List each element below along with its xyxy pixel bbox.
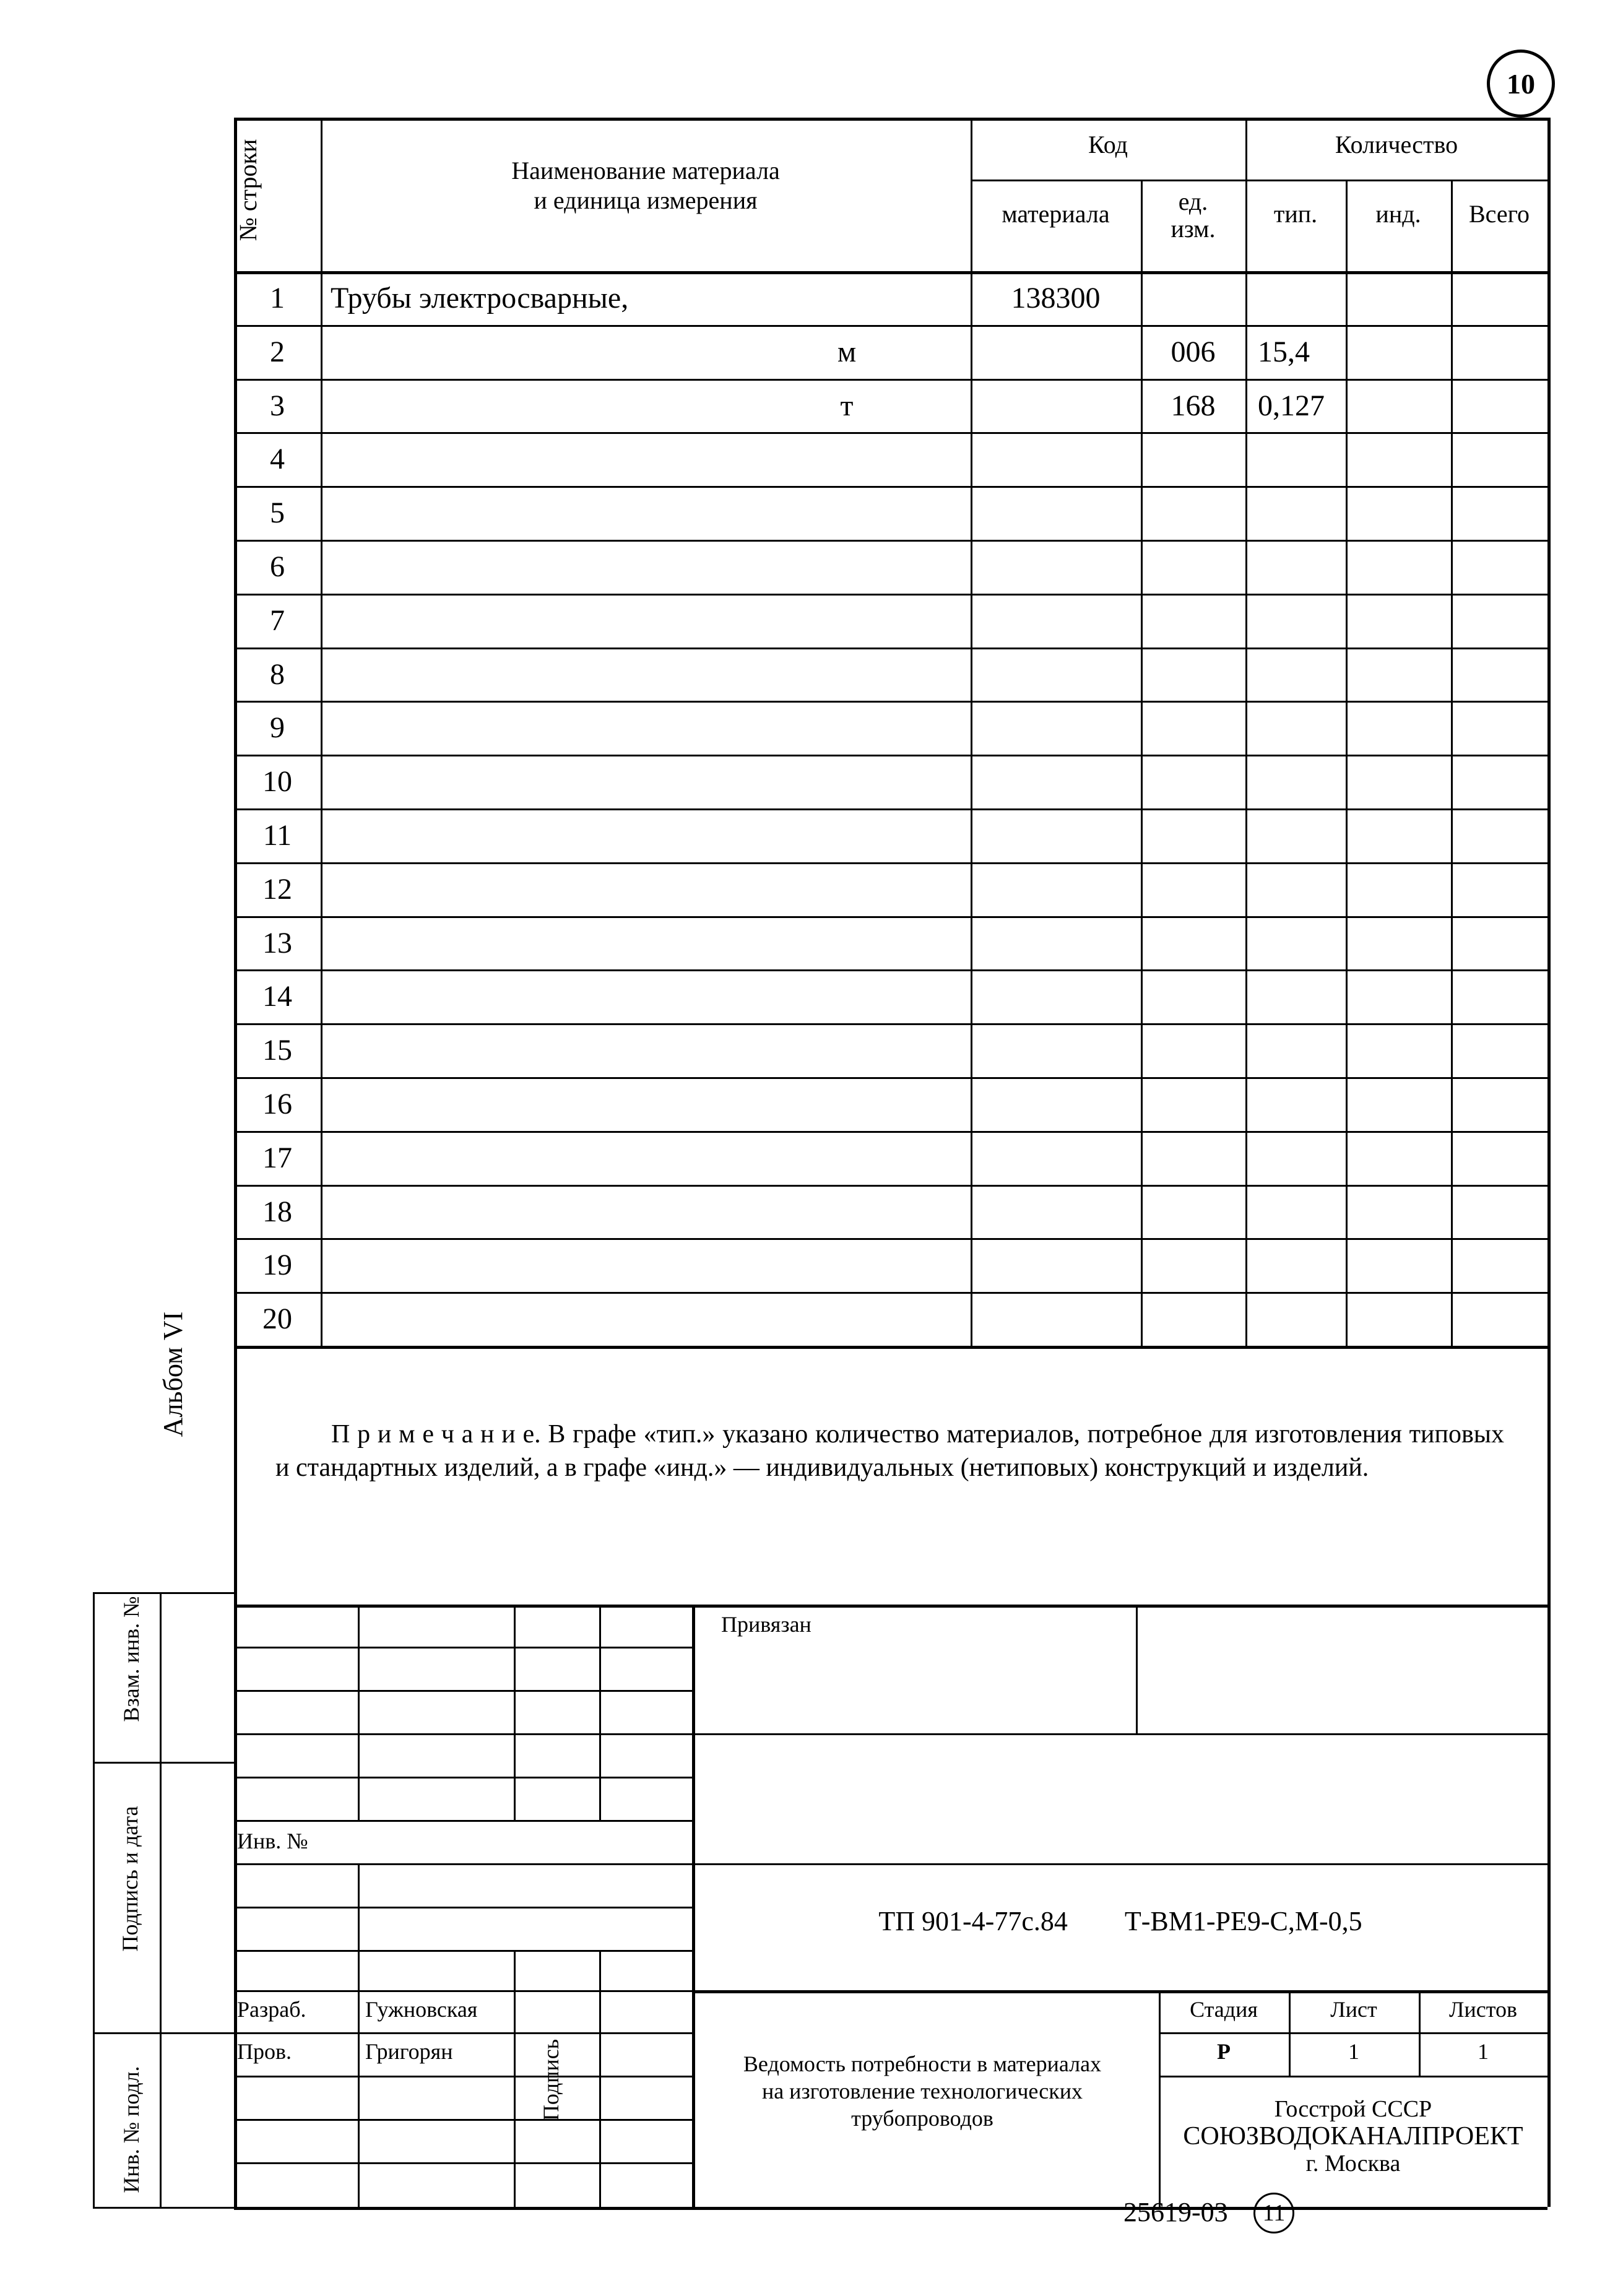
row-divider: [234, 862, 1547, 864]
header-quantity: Количество: [1335, 131, 1458, 158]
row-number: 11: [262, 819, 292, 852]
row-number: 17: [262, 1141, 292, 1174]
row-divider: [234, 1131, 1547, 1133]
unit-code: 168: [1171, 389, 1216, 422]
title-row: [234, 1820, 692, 1822]
header-name: Наименование материала и единица измерения: [511, 157, 780, 214]
row-divider: [234, 540, 1547, 542]
title-row: [234, 1690, 692, 1692]
row-divider: [234, 1077, 1547, 1079]
row-divider: [234, 594, 1547, 596]
title-row: [234, 2119, 692, 2121]
title-row: [234, 1990, 692, 1992]
row-number: 4: [270, 443, 285, 476]
header-code-material: материала: [1002, 200, 1110, 228]
row-number: 3: [270, 389, 285, 422]
row-number: 1: [270, 282, 285, 314]
title-col: [599, 1605, 601, 1820]
frame-right-border: [1547, 118, 1551, 2207]
title-row: [234, 2032, 692, 2034]
title-row: [234, 2076, 692, 2077]
doc-title: Ведомость потребности в материалах на изготовление технологических трубопроводов: [743, 2051, 1102, 2131]
row-number: 19: [262, 1249, 292, 1282]
note-text: В графе «тип.» указано количество материалов, потребное для изготовления типовых и стандартных изделий, а в графе «инд.» — индивидуальных (нетиповых) конструкций и изделий.: [275, 1420, 1505, 1482]
qty-typ: 15,4: [1258, 335, 1310, 368]
header-divider: [971, 180, 1547, 181]
row-number: 8: [270, 657, 285, 691]
stamp-sign-date: Подпись и дата: [118, 1806, 142, 1952]
title-row: [234, 1733, 692, 1735]
row-divider: [234, 432, 1547, 434]
archive-number: 25619-03: [1123, 2197, 1228, 2227]
title-col: [1136, 1605, 1138, 1733]
stamp-divider: [160, 1592, 162, 2207]
title-row: [692, 1733, 1547, 1735]
row-number: 7: [270, 604, 285, 637]
stamp-inv-orig: Инв. № подл.: [119, 2066, 144, 2193]
row-number: 12: [262, 872, 292, 906]
row-number: 15: [262, 1034, 292, 1067]
stage-value: Р: [1217, 2039, 1231, 2064]
title-col: [358, 1863, 360, 2207]
material-code: 138300: [1011, 282, 1101, 314]
title-row: [234, 1950, 692, 1952]
row-number: 9: [270, 711, 285, 745]
title-row: [234, 1777, 692, 1778]
doc-designation: [693, 1905, 1547, 1937]
checked-name: Григорян: [365, 2039, 453, 2064]
row-number: 13: [262, 926, 292, 960]
column-divider: [1451, 180, 1453, 1346]
row-divider: [234, 1346, 1547, 1349]
row-number: 14: [262, 980, 292, 1013]
signature-label: Подпись: [539, 2038, 563, 2121]
title-block-top: [234, 1605, 1547, 1608]
row-number: 10: [262, 765, 292, 799]
column-divider: [1245, 118, 1247, 1346]
row-number: 20: [262, 1302, 292, 1336]
header-code: Код: [1088, 131, 1128, 158]
row-divider: [234, 969, 1547, 971]
title-row: [692, 1863, 1547, 1865]
title-row: [1159, 2032, 1547, 2034]
stage-label: Стадия: [1190, 1997, 1258, 2022]
developed-name: Гужновская: [365, 1997, 478, 2022]
title-row: [1159, 2076, 1547, 2077]
unit-name: т: [840, 389, 854, 422]
frame-bottom-border: [234, 2207, 1547, 2210]
header-row-no: № строки: [234, 139, 262, 241]
stamp-replaced-inv: Взам. инв. №: [119, 1596, 144, 1722]
qty-typ: 0,127: [1258, 389, 1325, 422]
note-lead: П р и м е ч а н и е.: [331, 1420, 541, 1449]
page-number-text: 10: [1507, 67, 1535, 100]
row-number: 2: [270, 335, 285, 368]
title-row: [234, 1647, 692, 1648]
title-col: [514, 1605, 516, 1820]
row-divider: [234, 701, 1547, 703]
row-divider: [234, 1185, 1547, 1187]
page-number: [1487, 50, 1555, 118]
title-col: [599, 1950, 601, 2207]
row-number: 18: [262, 1195, 292, 1228]
header-bottom-border: [234, 271, 1547, 274]
title-row: [234, 1907, 692, 1908]
row-divider: [234, 755, 1547, 756]
footer-sheet-circle: 11: [1253, 2193, 1294, 2233]
title-col: [358, 1605, 360, 1820]
column-divider: [321, 118, 322, 1346]
row-divider: [234, 486, 1547, 488]
doc-mark: Т-ВМ1-РЕ9-С,М-0,5: [1124, 1906, 1362, 1936]
tied-label: Привязан: [721, 1612, 811, 1637]
sheet-label: Лист: [1330, 1997, 1377, 2022]
inv-no-label: Инв. №: [237, 1829, 308, 1853]
row-divider: [234, 325, 1547, 327]
title-row: [234, 2162, 692, 2164]
row-divider: [234, 916, 1547, 918]
checked-label: Пров.: [237, 2039, 292, 2064]
header-code-unit: ед. изм.: [1171, 188, 1216, 243]
row-divider: [234, 379, 1547, 381]
organization: Госстрой СССР СОЮЗВОДОКАНАЛПРОЕКТ г. Москва: [1183, 2096, 1523, 2177]
title-row: [234, 1863, 692, 1865]
note: [275, 1418, 1504, 1484]
row-divider: [234, 808, 1547, 810]
row-divider: [234, 1023, 1547, 1025]
unit-name: м: [837, 335, 857, 368]
header-qty-ind: инд.: [1375, 200, 1421, 228]
row-divider: [234, 1238, 1547, 1240]
header-qty-typ: тип.: [1273, 200, 1318, 228]
row-divider: [234, 648, 1547, 649]
material-name: Трубы электросварные,: [331, 282, 629, 314]
stamp-border: [93, 1592, 95, 2207]
unit-code: 006: [1171, 335, 1216, 368]
album-label: Альбом VI: [158, 1311, 188, 1437]
doc-code: ТП 901-4-77с.84: [878, 1906, 1068, 1936]
header-qty-total: Всего: [1468, 200, 1530, 228]
title-col: [514, 1950, 516, 2207]
row-number: 6: [270, 550, 285, 583]
row-divider: [234, 1292, 1547, 1294]
sheets-label: Листов: [1449, 1997, 1517, 2022]
sheet-value: 1: [1348, 2039, 1359, 2064]
developed-label: Разраб.: [237, 1997, 306, 2022]
table-top-border: [234, 118, 1547, 121]
row-number: 5: [270, 496, 285, 530]
sheets-value: 1: [1478, 2039, 1489, 2064]
row-number: 16: [262, 1088, 292, 1120]
